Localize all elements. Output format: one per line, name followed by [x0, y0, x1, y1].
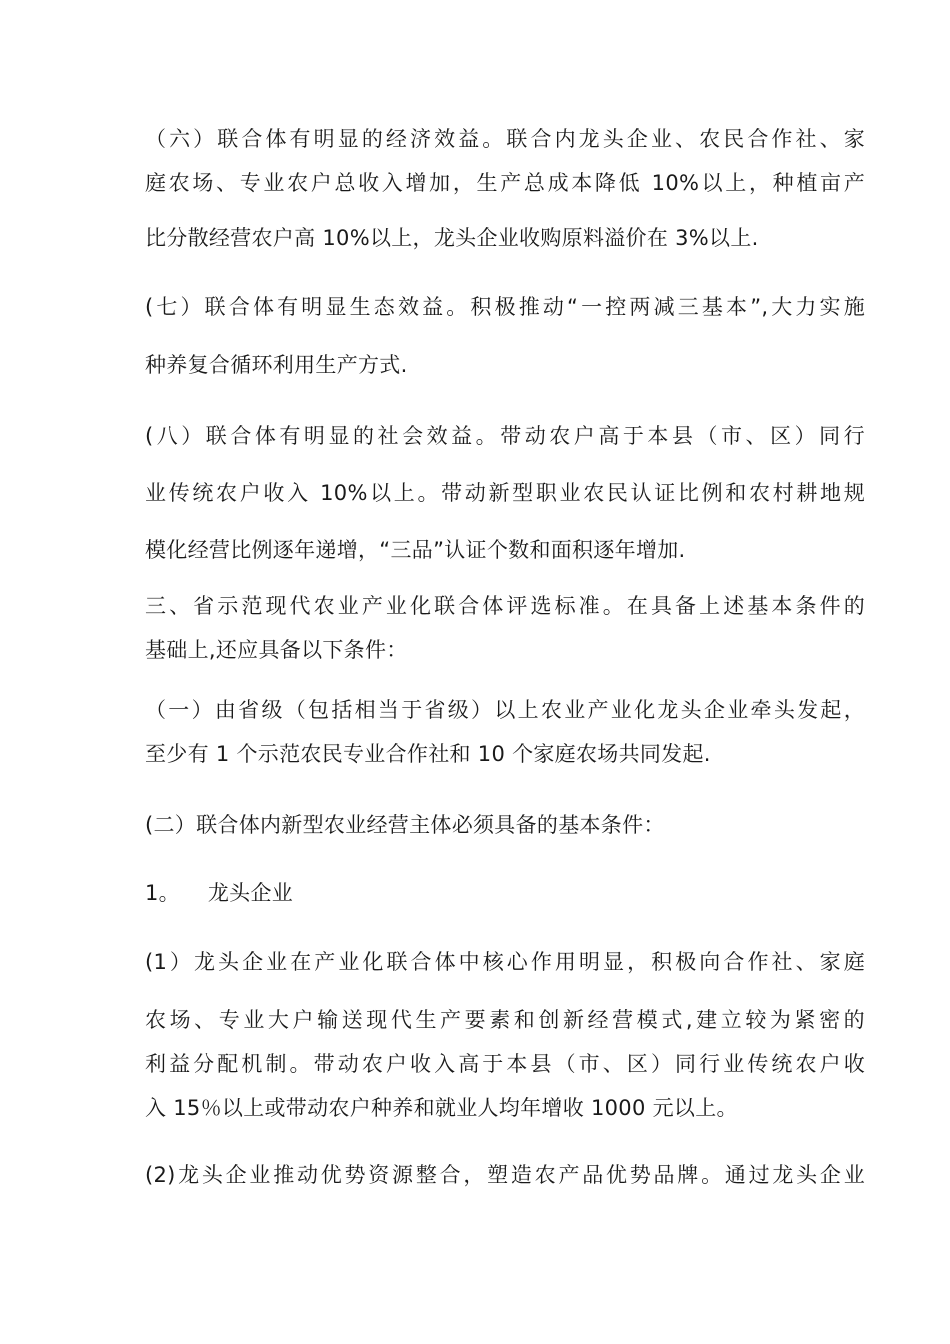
- item-1-line-4: 入 15％以上或带动农户种养和就业人均年增收 1000 元以上。: [145, 1096, 738, 1120]
- item-1-line-3: 利益分配机制。带动农户收入高于本县（市、区）同行业传统农户收: [145, 1052, 865, 1076]
- condition-1-line-2: 至少有 1 个示范农民专业合作社和 10 个家庭农场共同发起.: [145, 742, 711, 766]
- item-1-line-2: 农场、专业大户输送现代生产要素和创新经营模式,建立较为紧密的: [145, 1008, 865, 1032]
- paragraph-7-line-2: 种养复合循环利用生产方式.: [145, 353, 408, 377]
- paragraph-8-line-3: 模化经营比例逐年递增，“三品”认证个数和面积逐年增加.: [145, 538, 686, 562]
- section-3-heading-line-2: 基础上,还应具备以下条件：: [145, 638, 408, 662]
- item-1-line-1: (1）龙头企业在产业化联合体中核心作用明显，积极向合作社、家庭: [145, 950, 865, 974]
- paragraph-8-line-1: (八）联合体有明显的社会效益。带动农户高于本县（市、区）同行: [145, 424, 865, 448]
- condition-1-line-1: （一）由省级（包括相当于省级）以上农业产业化龙头企业牵头发起，: [145, 698, 865, 722]
- item-2-line-1: (2)龙头企业推动优势资源整合，塑造农产品优势品牌。通过龙头企业: [145, 1163, 865, 1187]
- condition-2-line: (二）联合体内新型农业经营主体必须具备的基本条件：: [145, 813, 665, 837]
- paragraph-6-line-3: 比分散经营农户高 10%以上，龙头企业收购原料溢价在 3%以上.: [145, 226, 759, 250]
- paragraph-6-line-2: 庭农场、专业农户总收入增加，生产总成本降低 10%以上，种植亩产: [145, 171, 865, 195]
- paragraph-8-line-2: 业传统农户收入 10%以上。带动新型职业农民认证比例和农村耕地规: [145, 481, 865, 505]
- paragraph-7-line-1: (七）联合体有明显生态效益。积极推动“一控两减三基本”,大力实施: [145, 295, 865, 319]
- paragraph-6-line-1: （六）联合体有明显的经济效益。联合内龙头企业、农民合作社、家: [145, 127, 865, 151]
- subsection-1-heading: 1。 龙头企业: [145, 881, 294, 905]
- section-3-heading-line-1: 三、省示范现代农业产业化联合体评选标准。在具备上述基本条件的: [145, 594, 865, 618]
